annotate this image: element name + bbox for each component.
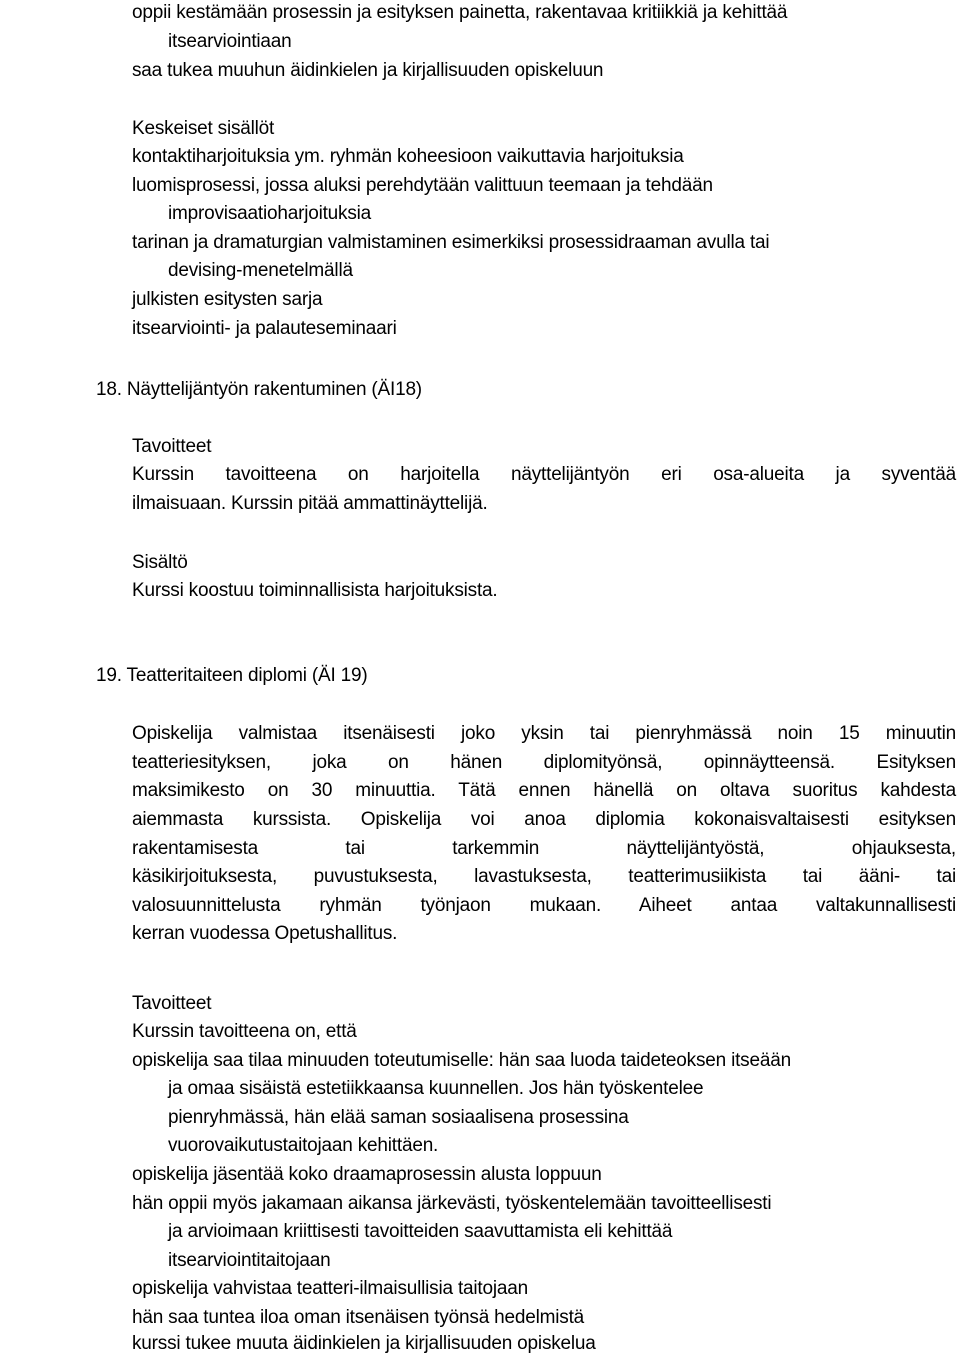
paragraph-line: rakentamisesta tai tarkemmin näyttelijäntyöstä, ohjauksesta, <box>132 838 956 859</box>
list-item: kurssi tukee muuta äidinkielen ja kirjallisuuden opiskelua <box>132 1333 596 1354</box>
section-label-tavoitteet: Tavoitteet <box>132 436 212 457</box>
list-item: opiskelija vahvistaa teatteri-ilmaisullisia taitojaan <box>132 1278 528 1299</box>
list-item: hän oppii myös jakamaan aikansa järkevästi, työskentelemään tavoitteellisesti <box>132 1193 772 1214</box>
list-item-continuation: devising-menetelmällä <box>168 260 353 281</box>
list-item-continuation: pienryhmässä, hän elää saman sosiaalisena prosessina <box>168 1107 629 1128</box>
list-item: hän saa tuntea iloa oman itsenäisen työnsä hedelmistä <box>132 1307 585 1328</box>
paragraph-line: Kurssi koostuu toiminnallisista harjoituksista. <box>132 580 498 601</box>
list-item: julkisten esitysten sarja <box>132 289 323 310</box>
section-label-keskeiset: Keskeiset sisällöt <box>132 118 275 139</box>
list-item-continuation: ja arvioimaan kriittisesti tavoitteiden saavuttamista eli kehittää <box>168 1221 673 1242</box>
list-item-continuation: improvisaatioharjoituksia <box>168 203 372 224</box>
section-label-sisalto: Sisältö <box>132 552 188 573</box>
paragraph-line: käsikirjoituksesta, puvustuksesta, lavastuksesta, teatterimusiikista tai ääni- tai <box>132 866 956 887</box>
list-item: oppii kestämään prosessin ja esityksen painetta, rakentavaa kritiikkiä ja kehittää <box>132 2 788 23</box>
list-item: opiskelija jäsentää koko draamaprosessin alusta loppuun <box>132 1164 602 1185</box>
list-item: itsearviointi- ja palauteseminaari <box>132 318 397 339</box>
paragraph-line: valosuunnittelusta ryhmän työnjaon mukaan. Aiheet antaa valtakunnallisesti <box>132 895 956 916</box>
list-item-continuation: vuorovaikutustaitojaan kehittäen. <box>168 1135 439 1156</box>
paragraph-line: teatteriesityksen, joka on hänen diplomityönsä, opinnäytteensä. Esityksen <box>132 752 956 773</box>
paragraph-line: Opiskelija valmistaa itsenäisesti joko yksin tai pienryhmässä noin 15 minuutin <box>132 723 956 744</box>
list-item-continuation: itsearviointitaitojaan <box>168 1250 331 1271</box>
section-heading-19: 19. Teatteritaiteen diplomi (ÄI 19) <box>96 665 368 686</box>
paragraph-line: Kurssin tavoitteena on harjoitella näyttelijäntyön eri osa-alueita ja syventää <box>132 464 956 485</box>
section-label-tavoitteet: Tavoitteet <box>132 993 212 1014</box>
section-heading-18: 18. Näyttelijäntyön rakentuminen (ÄI18) <box>96 379 422 400</box>
list-item: opiskelija saa tilaa minuuden toteutumiselle: hän saa luoda taideteoksen itseään <box>132 1050 791 1071</box>
paragraph-line: maksimikesto on 30 minuuttia. Tätä ennen hänellä on oltava suoritus kahdesta <box>132 780 956 801</box>
paragraph-line: Kurssin tavoitteena on, että <box>132 1021 357 1042</box>
paragraph-line: aiemmasta kurssista. Opiskelija voi anoa diplomia kokonaisvaltaisesti esityksen <box>132 809 956 830</box>
list-item-continuation: itsearviointiaan <box>168 31 292 52</box>
list-item: tarinan ja dramaturgian valmistaminen esimerkiksi prosessidraaman avulla tai <box>132 232 770 253</box>
paragraph-line: ilmaisuaan. Kurssin pitää ammattinäyttelijä. <box>132 493 488 514</box>
paragraph-line: kerran vuodessa Opetushallitus. <box>132 923 398 944</box>
list-item: kontaktiharjoituksia ym. ryhmän koheesioon vaikuttavia harjoituksia <box>132 146 684 167</box>
list-item-continuation: ja omaa sisäistä estetiikkaansa kuunnellen. Jos hän työskentelee <box>168 1078 704 1099</box>
list-item: saa tukea muuhun äidinkielen ja kirjallisuuden opiskeluun <box>132 60 604 81</box>
list-item: luomisprosessi, jossa aluksi perehdytään valittuun teemaan ja tehdään <box>132 175 713 196</box>
